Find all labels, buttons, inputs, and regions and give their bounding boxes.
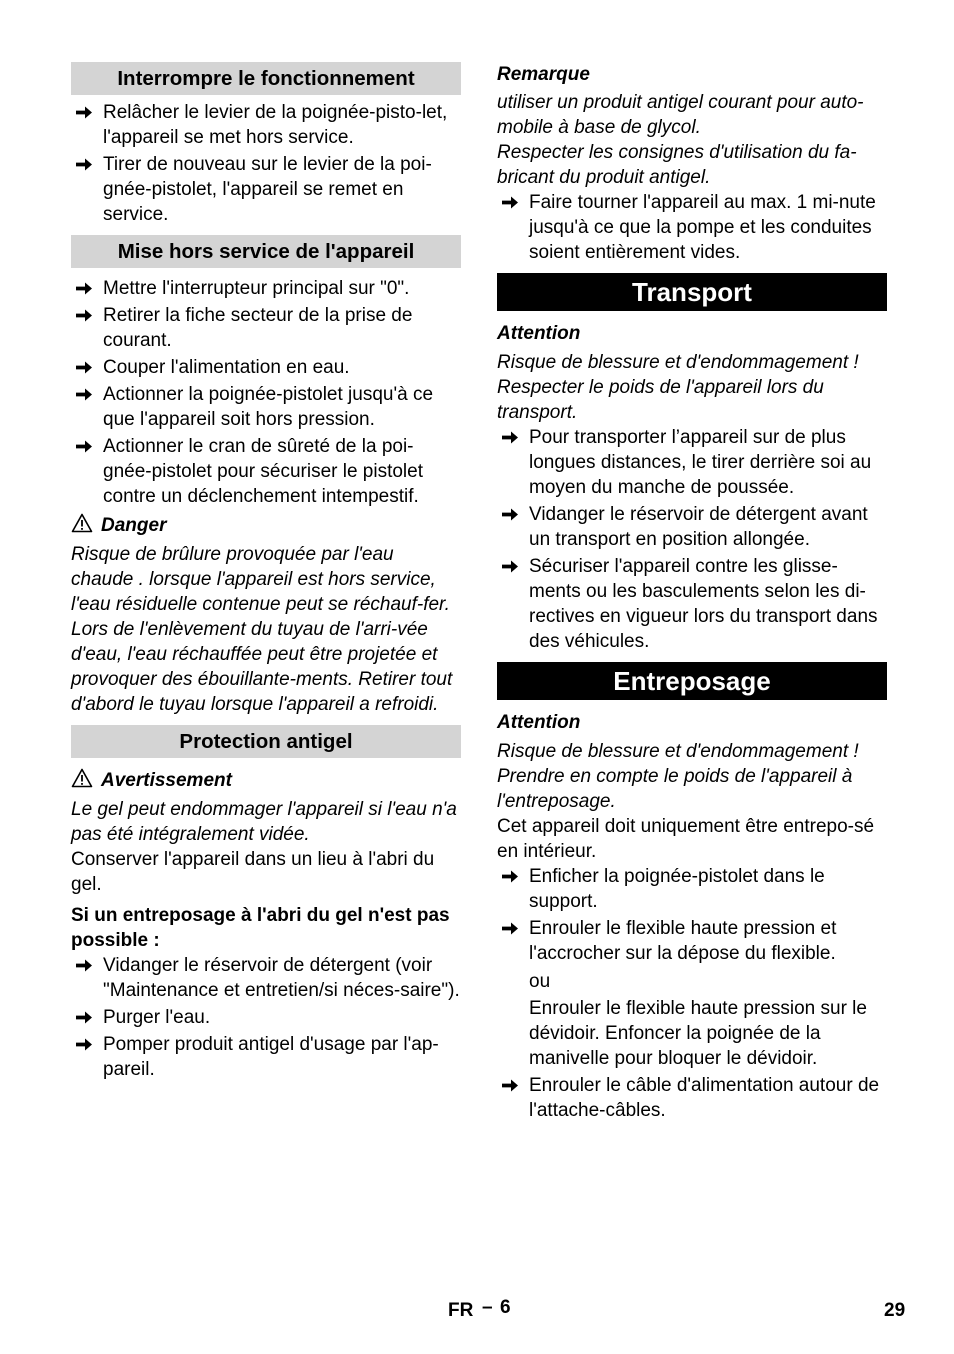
section-heading-frost: Protection antigel (71, 725, 461, 758)
instruction-list (497, 425, 887, 654)
arrow-right-icon (499, 502, 521, 527)
frost-subheading: Si un entreposage à l'abri du gel n'est pas possible : (71, 905, 450, 951)
warning-text: Le gel peut endommager l'appareil si l'eau n'a pas été intégralement vidée. (71, 799, 457, 845)
list-item: Actionner la poignée-pistolet jusqu'à ce que l'appareil soit hors pression. (71, 382, 461, 432)
attention-label: Attention (497, 323, 581, 344)
footer-dash: – (482, 1297, 493, 1318)
danger-label: Danger (71, 513, 461, 538)
footer-section-page: 6 (500, 1297, 511, 1318)
arrow-right-icon (73, 100, 95, 125)
arrow-right-icon (73, 382, 95, 407)
arrow-right-icon (73, 953, 95, 978)
list-item: Retirer la fiche secteur de la prise de courant. (71, 303, 461, 353)
list-item: Enficher la poignée-pistolet dans le support. (497, 864, 887, 914)
list-item: Sécuriser l'appareil contre les glisse-ments ou les basculements selon les di-rectives en vigueur lors du transport dans des véhicules. (497, 554, 887, 654)
list-item: Vidanger le réservoir de détergent avant un transport en position allongée. (497, 502, 887, 552)
arrow-right-icon (73, 434, 95, 459)
or-text: ou (529, 971, 551, 992)
footer-language: FR (448, 1300, 474, 1321)
arrow-right-icon (499, 425, 521, 450)
note-text: Respecter les consignes d'utilisation du fa-bricant du produit antigel. (497, 142, 857, 188)
attention-text: Risque de blessure et d'endommagement ! Respecter le poids de l'appareil lors du transport. (497, 352, 859, 423)
danger-text: Risque de brûlure provoquée par l'eau chaude . lorsque l'appareil est hors service, l'eau résiduelle contenue peut se réchauf-fer. Lors de l'enlèvement du tuyau de l'arri-vée d'eau, l'eau réchauffée peut être projetée et provoquer des ébouillante-ments. Retirer tout d'abord le tuyau lorsque l'appareil a refroidi. (71, 544, 453, 715)
right-column (497, 62, 887, 1123)
section-heading-transport: Transport (497, 273, 887, 311)
arrow-right-icon (73, 276, 95, 301)
list-item: Couper l'alimentation en eau. (71, 355, 461, 380)
section-heading-storage: Entreposage (497, 662, 887, 700)
arrow-right-icon (499, 864, 521, 889)
instruction-list (71, 953, 461, 1082)
instruction-list (497, 864, 887, 1123)
section-heading-shutdown: Mise hors service de l'appareil (71, 235, 461, 268)
arrow-right-icon (499, 554, 521, 579)
frost-text: Conserver l'appareil dans un lieu à l'abri du gel. (71, 849, 435, 895)
warning-triangle-icon (71, 768, 93, 788)
arrow-right-icon (499, 190, 521, 215)
instruction-list (71, 100, 461, 227)
arrow-right-icon (73, 303, 95, 328)
alternative-text: Enrouler le flexible haute pression sur le dévidoir. Enfoncer la poignée de la manivelle pour bloquer le dévidoir. (529, 998, 867, 1069)
list-item: Purger l'eau. (71, 1005, 461, 1030)
arrow-right-icon (73, 1005, 95, 1030)
list-item: Faire tourner l'appareil au max. 1 mi-nute jusqu'à ce que la pompe et les conduites soient entièrement vides. (497, 190, 887, 265)
list-item: Relâcher le levier de la poignée-pisto-let, l'appareil se met hors service. (71, 100, 461, 150)
arrow-right-icon (73, 1032, 95, 1057)
note-label: Remarque (497, 64, 590, 85)
list-item: Pomper produit antigel d'usage par l'ap-pareil. (71, 1032, 461, 1082)
arrow-right-icon (499, 1073, 521, 1098)
section-heading-interrupt: Interrompre le fonctionnement (71, 62, 461, 95)
list-item: Enrouler le flexible haute pression et l'accrocher sur la dépose du flexible. ou Enrouler le flexible haute pression sur le dévidoir. Enfoncer la poignée de la manivelle pour bloquer le dévidoir. (497, 916, 887, 1071)
list-item: Enrouler le câble d'alimentation autour de l'attache-câbles. (497, 1073, 887, 1123)
storage-text: Cet appareil doit uniquement être entrepo-sé en intérieur. (497, 816, 875, 862)
warning-label: Avertissement (71, 768, 461, 793)
page-footer (0, 1297, 954, 1327)
list-item: Actionner le cran de sûreté de la poi-gnée-pistolet pour sécuriser le pistolet contre un déclenchement intempestif. (71, 434, 461, 509)
arrow-right-icon (499, 916, 521, 941)
list-item: Pour transporter l’appareil sur de plus longues distances, le tirer derrière soi au moyen du manche de poussée. (497, 425, 887, 500)
list-item: Tirer de nouveau sur le levier de la poi-gnée-pistolet, l'appareil se remet en service. (71, 152, 461, 227)
page-number: 29 (884, 1300, 906, 1321)
attention-text: Risque de blessure et d'endommagement ! Prendre en compte le poids de l'appareil à l'entreposage. (497, 741, 859, 812)
left-column (71, 62, 461, 1082)
list-item: Vidanger le réservoir de détergent (voir "Maintenance et entretien/si néces-saire"). (71, 953, 461, 1003)
instruction-list (71, 276, 461, 509)
arrow-right-icon (73, 152, 95, 177)
list-item: Mettre l'interrupteur principal sur "0". (71, 276, 461, 301)
instruction-list (497, 190, 887, 265)
attention-label: Attention (497, 712, 581, 733)
warning-triangle-icon (71, 513, 93, 533)
note-text: utiliser un produit antigel courant pour auto-mobile à base de glycol. (497, 92, 864, 138)
arrow-right-icon (73, 355, 95, 380)
